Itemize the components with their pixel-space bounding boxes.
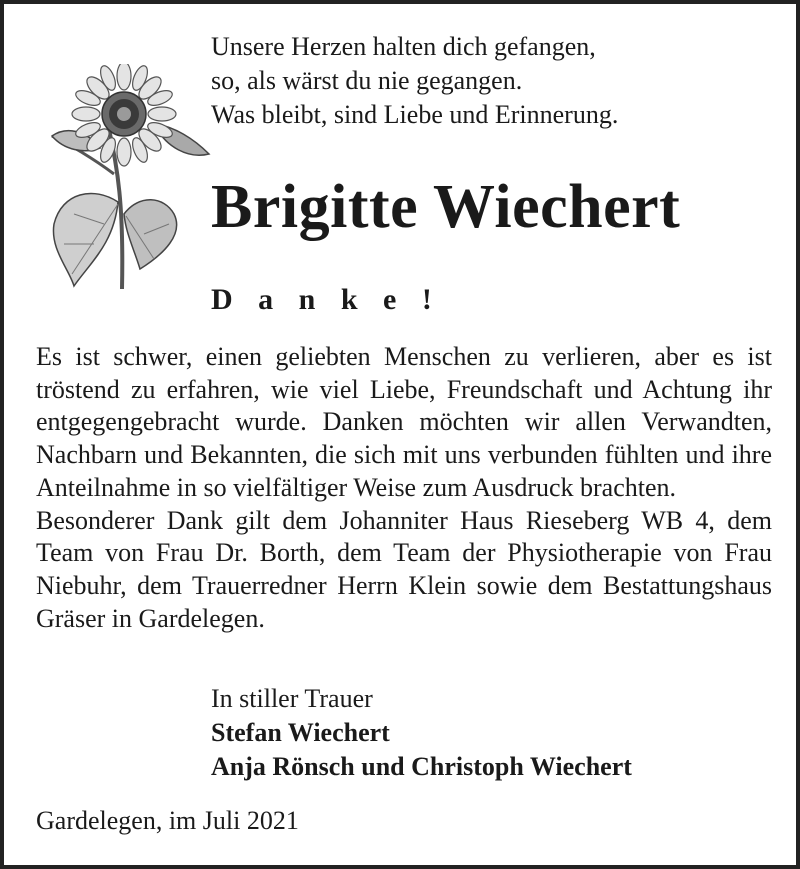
poem-line: Was bleibt, sind Liebe und Erinnerung. (211, 100, 619, 129)
place-date: Gardelegen, im Juli 2021 (36, 806, 299, 835)
poem-line: Unsere Herzen halten dich gefangen, (211, 32, 596, 61)
poem (211, 30, 618, 132)
signatory-name: Anja Rönsch und Christoph Wiechert (211, 752, 632, 781)
signature-intro: In stiller Trauer (211, 684, 373, 713)
thanks-text (36, 341, 772, 635)
sunflower-icon (44, 64, 214, 289)
poem-line: so, als wärst du nie gegangen. (211, 66, 523, 95)
signatory-name: Stefan Wiechert (211, 718, 390, 747)
thanks-heading: D a n k e ! (211, 283, 441, 316)
deceased-name: Brigitte Wiechert (211, 173, 681, 241)
body-paragraph: Es ist schwer, einen geliebten Menschen zu verlieren, aber es ist tröstend zu erfahren, wie viel Liebe, Freundschaft und Achtung ihr entgegengebracht wurde. Danken möchten wir allen Verwandten, Nachbarn und Bekannten, die sich mit uns verbunden fühlten und ihre Anteilnahme in so vielfältiger Weise zum Ausdruck brachten. (36, 342, 772, 502)
body-paragraph: Besonderer Dank gilt dem Johanniter Haus Rieseberg WB 4, dem Team von Frau Dr. Borth, dem Team der Physiotherapie von Frau Niebuhr, dem Trauerredner Herrn Klein sowie dem Bestattungshaus Gräser in Gardelegen. (36, 505, 772, 633)
signature-block (211, 682, 632, 784)
